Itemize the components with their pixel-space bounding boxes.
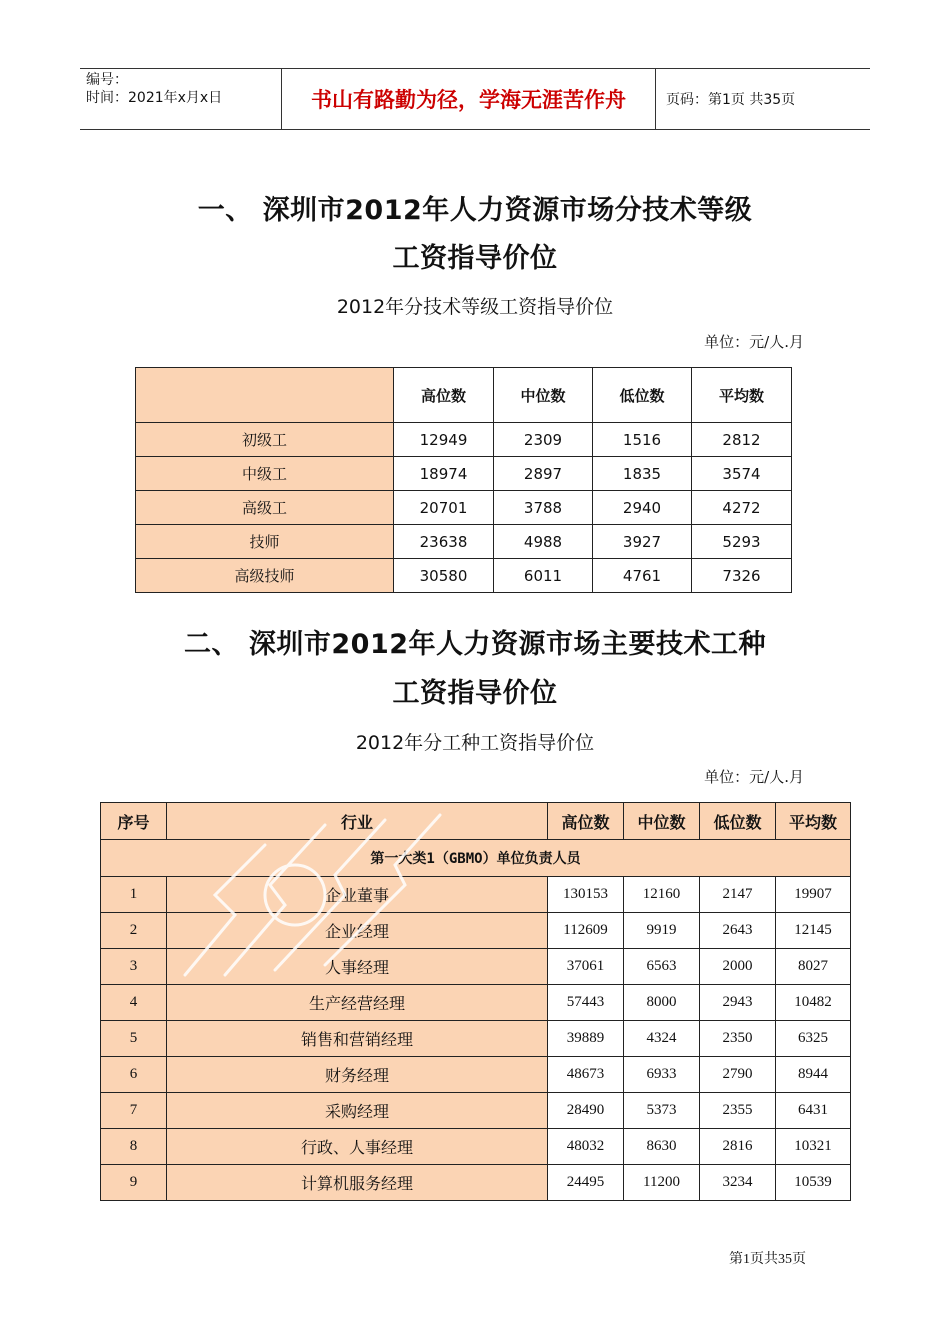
column-header: 高位数 bbox=[394, 368, 494, 423]
value-cell: 57443 bbox=[548, 985, 624, 1021]
occupation-cell: 财务经理 bbox=[167, 1057, 548, 1093]
skill-level-cell: 中级工 bbox=[136, 457, 394, 491]
section2-subtitle: 2012年分工种工资指导价位 bbox=[355, 732, 595, 754]
value-cell: 20701 bbox=[394, 491, 494, 525]
value-cell: 48673 bbox=[548, 1057, 624, 1093]
skill-level-cell: 高级技师 bbox=[136, 559, 394, 593]
value-cell: 12160 bbox=[624, 877, 700, 913]
category-label: 第一大类1（GBMO）单位负责人员 bbox=[101, 840, 851, 877]
value-cell: 2000 bbox=[700, 949, 776, 985]
value-cell: 6011 bbox=[494, 559, 593, 593]
value-cell: 2943 bbox=[700, 985, 776, 1021]
table-row bbox=[101, 1057, 851, 1093]
column-header bbox=[136, 368, 394, 423]
value-cell: 8944 bbox=[776, 1057, 851, 1093]
skill-level-wage-table bbox=[135, 367, 792, 593]
value-cell: 4988 bbox=[494, 525, 593, 559]
value-cell: 11200 bbox=[624, 1165, 700, 1201]
value-cell: 5373 bbox=[624, 1093, 700, 1129]
value-cell: 2355 bbox=[700, 1093, 776, 1129]
occupation-cell: 企业经理 bbox=[167, 913, 548, 949]
index-cell: 4 bbox=[101, 985, 167, 1021]
table-row bbox=[101, 1165, 851, 1201]
index-cell: 7 bbox=[101, 1093, 167, 1129]
column-header: 中位数 bbox=[624, 803, 700, 840]
value-cell: 19907 bbox=[776, 877, 851, 913]
skill-level-cell: 高级工 bbox=[136, 491, 394, 525]
value-cell: 12145 bbox=[776, 913, 851, 949]
table-row bbox=[101, 985, 851, 1021]
occupation-cell: 采购经理 bbox=[167, 1093, 548, 1129]
table-row bbox=[136, 525, 792, 559]
skill-level-cell: 技师 bbox=[136, 525, 394, 559]
value-cell: 12949 bbox=[394, 423, 494, 457]
column-header: 中位数 bbox=[494, 368, 593, 423]
column-header: 低位数 bbox=[700, 803, 776, 840]
skill-level-cell: 初级工 bbox=[136, 423, 394, 457]
value-cell: 6431 bbox=[776, 1093, 851, 1129]
column-header: 平均数 bbox=[776, 803, 851, 840]
occupation-cell: 计算机服务经理 bbox=[167, 1165, 548, 1201]
value-cell: 2940 bbox=[593, 491, 692, 525]
table-row bbox=[101, 949, 851, 985]
value-cell: 9919 bbox=[624, 913, 700, 949]
value-cell: 3574 bbox=[692, 457, 792, 491]
value-cell: 8027 bbox=[776, 949, 851, 985]
column-header: 序号 bbox=[101, 803, 167, 840]
value-cell: 10482 bbox=[776, 985, 851, 1021]
value-cell: 130153 bbox=[548, 877, 624, 913]
column-header: 平均数 bbox=[692, 368, 792, 423]
value-cell: 2309 bbox=[494, 423, 593, 457]
header-motto: 书山有路勤为径，学海无涯苦作舟 bbox=[282, 69, 656, 129]
table-row bbox=[136, 457, 792, 491]
index-cell: 6 bbox=[101, 1057, 167, 1093]
value-cell: 7326 bbox=[692, 559, 792, 593]
index-cell: 1 bbox=[101, 877, 167, 913]
table-row bbox=[101, 1021, 851, 1057]
value-cell: 3927 bbox=[593, 525, 692, 559]
section1-title-line1: 一、 深圳市2012年人力资源市场分技术等级 bbox=[197, 195, 753, 226]
value-cell: 37061 bbox=[548, 949, 624, 985]
value-cell: 112609 bbox=[548, 913, 624, 949]
value-cell: 2643 bbox=[700, 913, 776, 949]
occupation-cell: 行政、人事经理 bbox=[167, 1129, 548, 1165]
category-row bbox=[101, 840, 851, 877]
value-cell: 1516 bbox=[593, 423, 692, 457]
table-row bbox=[101, 1093, 851, 1129]
value-cell: 6563 bbox=[624, 949, 700, 985]
value-cell: 10321 bbox=[776, 1129, 851, 1165]
section2-title-line2: 工资指导价位 bbox=[392, 678, 558, 709]
value-cell: 39889 bbox=[548, 1021, 624, 1057]
value-cell: 4324 bbox=[624, 1021, 700, 1057]
table-row bbox=[101, 913, 851, 949]
value-cell: 2147 bbox=[700, 877, 776, 913]
value-cell: 8630 bbox=[624, 1129, 700, 1165]
index-cell: 9 bbox=[101, 1165, 167, 1201]
occupation-cell: 销售和营销经理 bbox=[167, 1021, 548, 1057]
index-cell: 8 bbox=[101, 1129, 167, 1165]
column-header: 低位数 bbox=[593, 368, 692, 423]
value-cell: 8000 bbox=[624, 985, 700, 1021]
occupation-cell: 企业董事 bbox=[167, 877, 548, 913]
table-row bbox=[136, 423, 792, 457]
value-cell: 4761 bbox=[593, 559, 692, 593]
value-cell: 4272 bbox=[692, 491, 792, 525]
value-cell: 23638 bbox=[394, 525, 494, 559]
value-cell: 2812 bbox=[692, 423, 792, 457]
value-cell: 2816 bbox=[700, 1129, 776, 1165]
table-row bbox=[136, 559, 792, 593]
index-cell: 2 bbox=[101, 913, 167, 949]
section1-unit: 单位：元/人.月 bbox=[704, 333, 804, 351]
table-header-row bbox=[101, 803, 851, 840]
section1-subtitle: 2012年分技术等级工资指导价位 bbox=[336, 296, 614, 318]
column-header: 高位数 bbox=[548, 803, 624, 840]
occupation-wage-table bbox=[100, 802, 851, 1201]
value-cell: 3234 bbox=[700, 1165, 776, 1201]
value-cell: 1835 bbox=[593, 457, 692, 491]
table-row bbox=[101, 877, 851, 913]
index-cell: 3 bbox=[101, 949, 167, 985]
value-cell: 30580 bbox=[394, 559, 494, 593]
section1-title-line2: 工资指导价位 bbox=[392, 243, 558, 274]
header-page-label: 页码：第1页 共35页 bbox=[666, 92, 796, 108]
value-cell: 18974 bbox=[394, 457, 494, 491]
number-label: 编号： bbox=[86, 72, 128, 88]
page-footer: 第1页共35页 bbox=[729, 1252, 806, 1267]
table-row bbox=[101, 1129, 851, 1165]
value-cell: 2790 bbox=[700, 1057, 776, 1093]
column-header: 行业 bbox=[167, 803, 548, 840]
value-cell: 6325 bbox=[776, 1021, 851, 1057]
table-header-row bbox=[136, 368, 792, 423]
value-cell: 5293 bbox=[692, 525, 792, 559]
time-label: 时间：2021年x月x日 bbox=[86, 90, 223, 106]
occupation-cell: 人事经理 bbox=[167, 949, 548, 985]
section2-title-line1: 二、 深圳市2012年人力资源市场主要技术工种 bbox=[183, 629, 767, 660]
section2-unit: 单位：元/人.月 bbox=[704, 768, 804, 786]
value-cell: 28490 bbox=[548, 1093, 624, 1129]
value-cell: 2897 bbox=[494, 457, 593, 491]
value-cell: 24495 bbox=[548, 1165, 624, 1201]
table-row bbox=[136, 491, 792, 525]
value-cell: 2350 bbox=[700, 1021, 776, 1057]
index-cell: 5 bbox=[101, 1021, 167, 1057]
value-cell: 48032 bbox=[548, 1129, 624, 1165]
value-cell: 6933 bbox=[624, 1057, 700, 1093]
value-cell: 3788 bbox=[494, 491, 593, 525]
value-cell: 10539 bbox=[776, 1165, 851, 1201]
header-meta bbox=[80, 69, 282, 129]
occupation-cell: 生产经营经理 bbox=[167, 985, 548, 1021]
page-header bbox=[80, 68, 870, 130]
